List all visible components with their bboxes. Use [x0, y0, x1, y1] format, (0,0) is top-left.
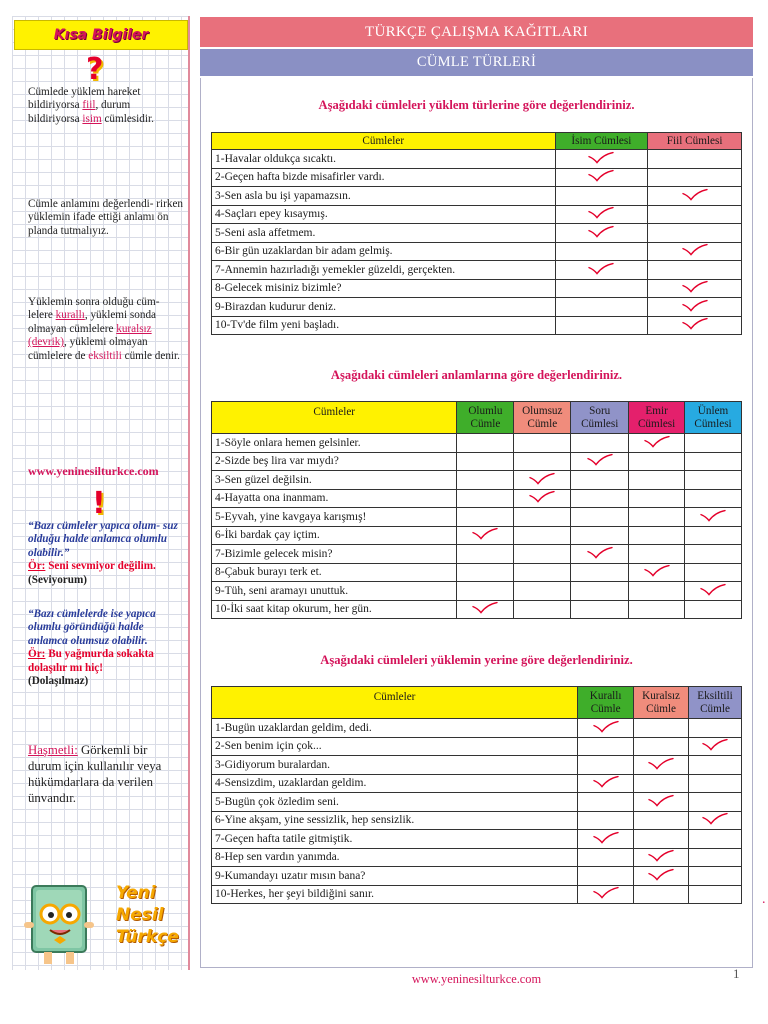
answer-cell[interactable]: [457, 508, 514, 527]
section3-title: Aşağıdaki cümleleri yüklemin yerine göre değerlendiriniz.: [320, 653, 633, 667]
col-header: Olumsuz Cümle: [514, 402, 571, 434]
section2-title: Aşağıdaki cümleleri anlamlarına göre değerlendiriniz.: [330, 368, 623, 382]
sentence-cell: 5-Bugün çok özledim seni.: [212, 793, 578, 812]
answer-cell[interactable]: [457, 452, 514, 471]
answer-cell[interactable]: [685, 489, 742, 508]
sentence-cell: 3-Sen asla bu işi yapamazsın.: [212, 187, 556, 206]
sentence-cell: 6-Yine akşam, yine sessizlik, hep sensizlik.: [212, 811, 578, 830]
stray-dot: .: [762, 892, 766, 907]
answer-cell[interactable]: [648, 150, 742, 169]
answer-cell[interactable]: [685, 545, 742, 564]
answer-cell[interactable]: [634, 756, 689, 775]
answer-cell[interactable]: [571, 452, 629, 471]
answer-cell[interactable]: [648, 224, 742, 243]
answer-cell[interactable]: [648, 168, 742, 187]
answer-cell[interactable]: [629, 545, 685, 564]
sentence-cell: 1-Havalar oldukça sıcaktı.: [212, 150, 556, 169]
sentence-cell: 5-Seni asla affetmem.: [212, 224, 556, 243]
answer-cell[interactable]: [457, 582, 514, 601]
check-mark-icon: [647, 849, 675, 863]
check-mark-icon: [592, 775, 620, 789]
sentence-cell: 8-Hep sen vardın yanımda.: [212, 848, 578, 867]
col-header: İsim Cümlesi: [555, 133, 648, 150]
table-yuklem-yeri: [211, 686, 742, 904]
check-mark-icon: [587, 150, 615, 164]
check-mark-icon: [699, 582, 727, 596]
answer-cell[interactable]: [685, 563, 742, 582]
answer-cell[interactable]: [457, 545, 514, 564]
sentence-cell: 9-Birazdan kudurur deniz.: [212, 298, 556, 317]
col-header: Soru Cümlesi: [571, 402, 629, 434]
check-mark-icon: [592, 886, 620, 900]
brand-logo: Yeni Nesil Türkçe: [116, 883, 179, 947]
table-row: [212, 756, 742, 775]
col-header: Kurallı Cümle: [578, 687, 634, 719]
table-row: [212, 600, 742, 619]
answer-cell[interactable]: [689, 885, 742, 904]
check-mark-icon: [647, 793, 675, 807]
check-mark-icon: [647, 867, 675, 881]
answer-cell[interactable]: [685, 471, 742, 490]
table-row: [212, 830, 742, 849]
answer-cell[interactable]: [689, 811, 742, 830]
table-row: [212, 298, 742, 317]
table-row: [212, 582, 742, 601]
table-anlam: [211, 401, 742, 619]
answer-cell[interactable]: [578, 774, 634, 793]
table-row: [212, 563, 742, 582]
col-header: Cümleler: [212, 402, 457, 434]
answer-cell[interactable]: [689, 867, 742, 886]
answer-cell[interactable]: [629, 489, 685, 508]
table-row: [212, 452, 742, 471]
answer-cell[interactable]: [514, 489, 571, 508]
answer-cell[interactable]: [685, 600, 742, 619]
table-row: [212, 224, 742, 243]
answer-cell[interactable]: [629, 526, 685, 545]
answer-cell[interactable]: [634, 830, 689, 849]
check-mark-icon: [586, 453, 614, 467]
book-mascot-icon: [18, 882, 100, 968]
answer-cell[interactable]: [555, 168, 648, 187]
table-row: [212, 205, 742, 224]
answer-cell[interactable]: [634, 719, 689, 738]
answer-cell[interactable]: [514, 545, 571, 564]
answer-cell[interactable]: [555, 224, 648, 243]
check-mark-icon: [681, 280, 709, 294]
answer-cell[interactable]: [634, 867, 689, 886]
check-mark-icon: [681, 187, 709, 201]
col-header: Eksiltili Cümle: [689, 687, 742, 719]
col-header: Kuralsız Cümle: [634, 687, 689, 719]
sentence-cell: 4-Sensizdim, uzaklardan geldim.: [212, 774, 578, 793]
answer-cell[interactable]: [648, 279, 742, 298]
sentence-cell: 9-Kumandayı uzatır mısın bana?: [212, 867, 578, 886]
page-number: 1: [733, 966, 740, 981]
answer-cell[interactable]: [514, 452, 571, 471]
col-header: Emir Cümlesi: [629, 402, 685, 434]
sentence-cell: 9-Tüh, seni aramayı unuttuk.: [212, 582, 457, 601]
answer-cell[interactable]: [629, 563, 685, 582]
check-mark-icon: [471, 601, 499, 615]
answer-cell[interactable]: [648, 187, 742, 206]
answer-cell[interactable]: [685, 508, 742, 527]
exclamation-icon: !: [92, 486, 106, 521]
answer-cell[interactable]: [634, 737, 689, 756]
answer-cell[interactable]: [629, 582, 685, 601]
check-mark-icon: [528, 490, 556, 504]
answer-cell[interactable]: [514, 508, 571, 527]
page-title: TÜRKÇE ÇALIŞMA KAĞITLARI: [200, 17, 753, 47]
answer-cell[interactable]: [689, 774, 742, 793]
answer-cell[interactable]: [514, 600, 571, 619]
answer-cell[interactable]: [578, 737, 634, 756]
table-row: [212, 242, 742, 261]
answer-cell[interactable]: [629, 434, 685, 453]
check-mark-icon: [681, 243, 709, 257]
table-row: [212, 867, 742, 886]
info-olumlu-olumsuz: “Bazı cümlelerde ise yapıca olumlu göründüğü halde anlamca olumsuz olabilir. Ör: Bu yağmurda sokakta dolaşılır mı hiç! (Dolaşılmaz): [28, 608, 156, 688]
answer-cell[interactable]: [634, 774, 689, 793]
answer-cell[interactable]: [629, 471, 685, 490]
table-row: [212, 434, 742, 453]
answer-cell[interactable]: [578, 848, 634, 867]
question-mark-icon: ?: [86, 52, 104, 87]
sentence-cell: 3-Sen güzel değilsin.: [212, 471, 457, 490]
info-hasmetli: Haşmetli: Görkemli bir durum için kullanılır veya hükümdarlara da verilen ünvandır.: [28, 743, 162, 805]
answer-cell[interactable]: [571, 582, 629, 601]
answer-cell[interactable]: [514, 526, 571, 545]
answer-cell[interactable]: [634, 811, 689, 830]
check-mark-icon: [681, 317, 709, 331]
answer-cell[interactable]: [689, 830, 742, 849]
table-row: [212, 526, 742, 545]
table-row: [212, 719, 742, 738]
answer-cell[interactable]: [457, 563, 514, 582]
answer-cell[interactable]: [555, 150, 648, 169]
answer-cell[interactable]: [514, 563, 571, 582]
answer-cell[interactable]: [648, 242, 742, 261]
answer-cell[interactable]: [578, 867, 634, 886]
answer-cell[interactable]: [578, 793, 634, 812]
table-row: [212, 545, 742, 564]
sidebar-url: www.yeninesilturkce.com: [28, 464, 159, 478]
answer-cell[interactable]: [685, 434, 742, 453]
table-row: [212, 737, 742, 756]
answer-cell[interactable]: [514, 434, 571, 453]
sentence-cell: 4-Saçları epey kısaymış.: [212, 205, 556, 224]
answer-cell[interactable]: [685, 526, 742, 545]
check-mark-icon: [587, 169, 615, 183]
sentence-cell: 4-Hayatta ona inanmam.: [212, 489, 457, 508]
col-header: Cümleler: [212, 687, 578, 719]
answer-cell[interactable]: [555, 316, 648, 335]
answer-cell[interactable]: [634, 793, 689, 812]
answer-cell[interactable]: [457, 600, 514, 619]
answer-cell[interactable]: [648, 261, 742, 280]
answer-cell[interactable]: [634, 885, 689, 904]
info-kurallı-kuralsız: Yüklemin sonra olduğu cüm- lelere kurallı, yüklemi sonda olmayan cümlelere kuralsız (devrik), yüklemi olmayan cümlelere de eksiltili cümle denir.: [28, 296, 180, 362]
check-mark-icon: [587, 224, 615, 238]
table-row: [212, 811, 742, 830]
table-row: [212, 848, 742, 867]
answer-cell[interactable]: [648, 205, 742, 224]
sentence-cell: 2-Geçen hafta bizde misafirler vardı.: [212, 168, 556, 187]
sentence-cell: 10-Herkes, her şeyi bildiğini sanır.: [212, 885, 578, 904]
sentence-cell: 6-Bir gün uzaklardan bir adam gelmiş.: [212, 242, 556, 261]
sentence-cell: 6-İki bardak çay içtim.: [212, 526, 457, 545]
table-row: [212, 774, 742, 793]
footer-url[interactable]: www.yeninesilturkce.com: [411, 972, 542, 986]
answer-cell[interactable]: [629, 508, 685, 527]
sentence-cell: 8-Gelecek misiniz bizimle?: [212, 279, 556, 298]
sentence-cell: 2-Sen benim için çok...: [212, 737, 578, 756]
answer-cell[interactable]: [457, 489, 514, 508]
sentence-cell: 10-Tv'de film yeni başladı.: [212, 316, 556, 335]
answer-cell[interactable]: [514, 582, 571, 601]
sentence-cell: 3-Gidiyorum buralardan.: [212, 756, 578, 775]
answer-cell[interactable]: [629, 600, 685, 619]
answer-cell[interactable]: [578, 719, 634, 738]
answer-cell[interactable]: [571, 508, 629, 527]
check-mark-icon: [587, 206, 615, 220]
sentence-cell: 7-Bizimle gelecek misin?: [212, 545, 457, 564]
info-sidebar: [12, 16, 190, 970]
check-mark-icon: [586, 545, 614, 559]
page-subtitle: CÜMLE TÜRLERİ: [200, 49, 753, 76]
answer-cell[interactable]: [578, 756, 634, 775]
sentence-cell: 10-İki saat kitap okurum, her gün.: [212, 600, 457, 619]
table-row: [212, 489, 742, 508]
col-header: Fiil Cümlesi: [648, 133, 742, 150]
table-row: [212, 261, 742, 280]
answer-cell[interactable]: [555, 205, 648, 224]
answer-cell[interactable]: [685, 582, 742, 601]
answer-cell[interactable]: [555, 187, 648, 206]
info-fiil-isim: Cümlede yüklem hareket bildiriyorsa fiil, durum bildiriyorsa isim cümlesidir.: [28, 86, 154, 125]
answer-cell[interactable]: [514, 471, 571, 490]
answer-cell[interactable]: [571, 471, 629, 490]
sentence-cell: 1-Bugün uzaklardan geldim, dedi.: [212, 719, 578, 738]
check-mark-icon: [592, 830, 620, 844]
check-mark-icon: [471, 527, 499, 541]
answer-cell[interactable]: [571, 489, 629, 508]
table-row: [212, 168, 742, 187]
check-mark-icon: [587, 261, 615, 275]
table-row: [212, 187, 742, 206]
answer-cell[interactable]: [578, 811, 634, 830]
table-row: [212, 279, 742, 298]
answer-cell[interactable]: [555, 242, 648, 261]
answer-cell[interactable]: [689, 737, 742, 756]
table-row: [212, 885, 742, 904]
answer-cell[interactable]: [457, 471, 514, 490]
info-anlam: Cümle anlamını değerlendi- rirken yüklemin ifade ettiği anlamı ön planda tutmalıyız.: [28, 198, 184, 237]
check-mark-icon: [699, 508, 727, 522]
check-mark-icon: [643, 564, 671, 578]
check-mark-icon: [701, 738, 729, 752]
table-row: [212, 508, 742, 527]
answer-cell[interactable]: [578, 830, 634, 849]
info-olumsuz-olumlu: “Bazı cümleler yapıca olum- suz olduğu halde anlamca olumlu olabilir.” Ör: Seni sevmiyor değilim. (Seviyorum): [28, 520, 178, 586]
sentence-cell: 5-Eyvah, yine kavgaya karışmış!: [212, 508, 457, 527]
answer-cell[interactable]: [457, 434, 514, 453]
answer-cell[interactable]: [571, 600, 629, 619]
answer-cell[interactable]: [648, 316, 742, 335]
answer-cell[interactable]: [555, 261, 648, 280]
answer-cell[interactable]: [648, 298, 742, 317]
answer-cell[interactable]: [689, 793, 742, 812]
answer-cell[interactable]: [571, 434, 629, 453]
answer-cell[interactable]: [689, 848, 742, 867]
check-mark-icon: [681, 298, 709, 312]
answer-cell[interactable]: [689, 756, 742, 775]
sentence-cell: 2-Sizde beş lira var mıydı?: [212, 452, 457, 471]
sentence-cell: 7-Geçen hafta tatile gitmiştik.: [212, 830, 578, 849]
sentence-cell: 8-Çabuk burayı terk et.: [212, 563, 457, 582]
table-row: [212, 316, 742, 335]
sidebar-title: Kısa Bilgiler: [14, 20, 188, 50]
answer-cell[interactable]: [571, 545, 629, 564]
table-row: [212, 793, 742, 812]
col-header: Ünlem Cümlesi: [685, 402, 742, 434]
table-row: [212, 471, 742, 490]
answer-cell[interactable]: [571, 563, 629, 582]
answer-cell[interactable]: [555, 298, 648, 317]
table-yuklem-turu: [211, 132, 742, 335]
answer-cell[interactable]: [685, 452, 742, 471]
answer-cell[interactable]: [571, 526, 629, 545]
answer-cell[interactable]: [629, 452, 685, 471]
answer-cell[interactable]: [578, 885, 634, 904]
sentence-cell: 1-Söyle onlara hemen gelsinler.: [212, 434, 457, 453]
section1-title: Aşağıdaki cümleleri yüklem türlerine göre değerlendiriniz.: [318, 98, 635, 112]
col-header: Cümleler: [212, 133, 556, 150]
answer-cell[interactable]: [457, 526, 514, 545]
sentence-cell: 7-Annemin hazırladığı yemekler güzeldi, gerçekten.: [212, 261, 556, 280]
check-mark-icon: [647, 756, 675, 770]
col-header: Olumlu Cümle: [457, 402, 514, 434]
check-mark-icon: [528, 471, 556, 485]
answer-cell[interactable]: [555, 279, 648, 298]
table-row: [212, 150, 742, 169]
answer-cell[interactable]: [689, 719, 742, 738]
answer-cell[interactable]: [634, 848, 689, 867]
check-mark-icon: [592, 719, 620, 733]
check-mark-icon: [701, 812, 729, 826]
check-mark-icon: [643, 434, 671, 448]
